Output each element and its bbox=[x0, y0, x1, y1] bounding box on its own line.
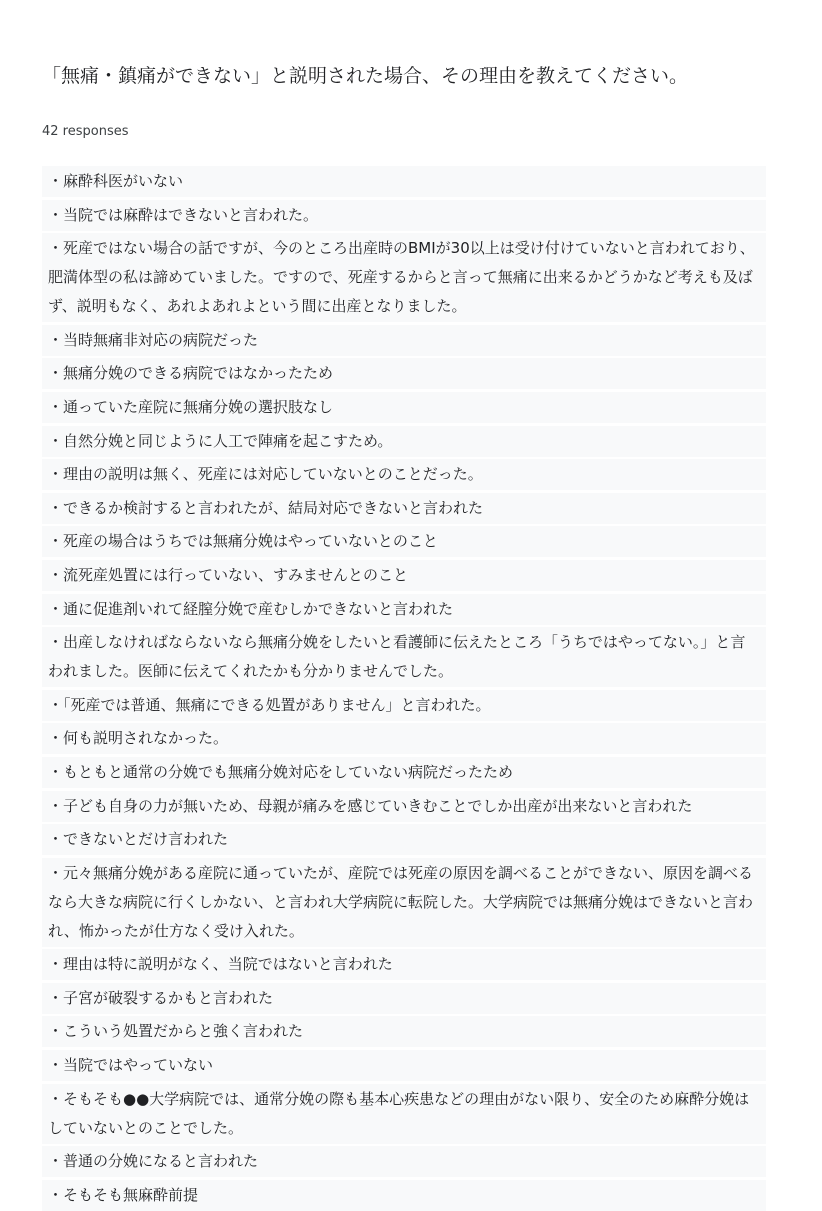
response-item: ・もともと通常の分娩でも無痛分娩対応をしていない病院だったため bbox=[42, 757, 766, 788]
response-list bbox=[42, 166, 766, 1204]
response-item: ・理由は特に説明がなく、当院ではないと言われた bbox=[42, 949, 766, 980]
response-item: ・そもそも●●大学病院では、通常分娩の際も基本心疾患などの理由がない限り、安全のため麻酔分娩はしていないとのことでした。 bbox=[42, 1084, 766, 1144]
response-count: 42 responses bbox=[42, 124, 129, 139]
response-item: ・こういう処置だからと強く言われた bbox=[42, 1016, 766, 1047]
response-item: ・当院ではやっていない bbox=[42, 1050, 766, 1081]
response-item: ・死産の場合はうちでは無痛分娩はやっていないとのこと bbox=[42, 526, 766, 557]
response-item: ・理由の説明は無く、死産には対応していないとのことだった。 bbox=[42, 459, 766, 490]
response-item: ・通に促進剤いれて経膣分娩で産むしかできないと言われた bbox=[42, 594, 766, 625]
response-item: ・できるか検討すると言われたが、結局対応できないと言われた bbox=[42, 493, 766, 524]
response-item: ・できないとだけ言われた bbox=[42, 824, 766, 855]
response-item: ・出産しなければならないなら無痛分娩をしたいと看護師に伝えたところ「うちではやってない。」と言われました。医師に伝えてくれたかも分かりませんでした。 bbox=[42, 627, 766, 687]
response-item: ・子宮が破裂するかもと言われた bbox=[42, 983, 766, 1014]
response-item: ・普通の分娩になると言われた bbox=[42, 1146, 766, 1177]
response-item: ・子ども自身の力が無いため、母親が痛みを感じていきむことでしか出産が出来ないと言われた bbox=[42, 791, 766, 822]
response-item: ・当時無痛非対応の病院だった bbox=[42, 325, 766, 356]
response-item: ・元々無痛分娩がある産院に通っていたが、産院では死産の原因を調べることができない、原因を調べるなら大きな病院に行くしかない、と言われ大学病院に転院した。大学病院では無痛分娩はできないと言われ、怖かったが仕方なく受け入れた。 bbox=[42, 858, 766, 947]
response-item: ・何も説明されなかった。 bbox=[42, 723, 766, 754]
response-item: ・当院では麻酔はできないと言われた。 bbox=[42, 200, 766, 231]
response-item: ・そもそも無麻酔前提 bbox=[42, 1180, 766, 1211]
response-item: ・麻酔科医がいない bbox=[42, 166, 766, 197]
response-item: ・通っていた産院に無痛分娩の選択肢なし bbox=[42, 392, 766, 423]
response-item: ・流死産処置には行っていない、すみませんとのこと bbox=[42, 560, 766, 591]
response-item: ・「死産では普通、無痛にできる処置がありません」と言われた。 bbox=[42, 690, 766, 721]
response-item: ・自然分娩と同じように人工で陣痛を起こすため。 bbox=[42, 426, 766, 457]
response-item: ・死産ではない場合の話ですが、今のところ出産時のBMIが30以上は受け付けていないと言われており、肥満体型の私は諦めていました。ですので、死産するからと言って無痛に出来るかどうかなど考えも及ばず、説明もなく、あれよあれよという間に出産となりました。 bbox=[42, 233, 766, 322]
question-title: 「無痛・鎮痛ができない」と説明された場合、その理由を教えてください。 bbox=[42, 65, 689, 87]
response-item: ・無痛分娩のできる病院ではなかったため bbox=[42, 358, 766, 389]
